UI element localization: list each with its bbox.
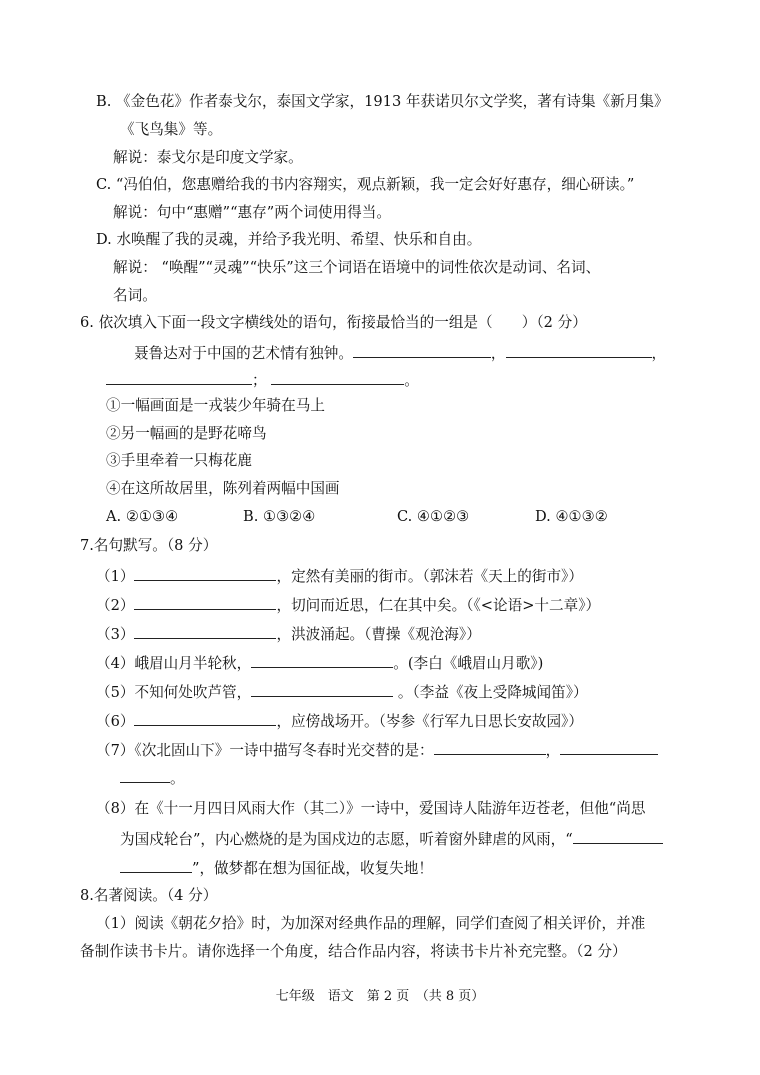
q7-blank-7b[interactable]	[560, 739, 658, 755]
q5-option-b-line1: B. 《金色花》作者泰戈尔，泰国文学家，1913 年获诺贝尔文学奖，著有诗集《新月集》	[96, 93, 669, 110]
q7-line-3: （3） ，洪波涌起。（曹操《观沧海》）	[96, 623, 481, 645]
q7-blank-3[interactable]	[134, 623, 276, 639]
q6-passage-start: 聂鲁达对于中国的艺术情有独钟。	[134, 345, 353, 362]
q6-stem: 6. 依次填入下面一段文字横线处的语句，衔接最恰当的一组是（ ）（2 分）	[80, 314, 587, 331]
q5-option-c-line1: C. “冯伯伯，您惠赠给我的书内容翔实，观点新颖，我一定会好好惠存，细心研读。”	[96, 176, 635, 193]
q5-option-c-note: 解说：句中“惠赠”“惠存”两个词使用得当。	[113, 204, 391, 221]
q6-option-a[interactable]: A. ②①③④	[106, 508, 179, 525]
q6-option-c[interactable]: C. ④①②③	[397, 508, 470, 525]
q5-option-d-note-line2: 名词。	[113, 287, 157, 304]
q6-item-3: ③手里牵着一只梅花鹿	[106, 452, 252, 469]
q7-line-6: （6） ，应傍战场开。（岑参《行军九日思长安故园》）	[96, 710, 583, 732]
q8-part1-line2: 备制作读书卡片。请你选择一个角度，结合作品内容，将读书卡片补充完整。（2 分）	[80, 943, 627, 960]
q6-passage-line1: 聂鲁达对于中国的艺术情有独钟。 ， ，	[134, 342, 666, 364]
q7-line-5: （5）不知何处吹芦管， 。（李益《夜上受降城闻笛》）	[96, 681, 588, 703]
q7-blank-2[interactable]	[134, 594, 276, 610]
q7-blank-7a[interactable]	[434, 739, 546, 755]
q6-item-2: ②另一幅画的是野花啼鸟	[106, 425, 267, 442]
q6-blank-4[interactable]	[271, 369, 404, 385]
q7-line-8b: 为国戍轮台”，内心燃烧的是为国戍边的志愿，听着窗外肆虐的风雨，“	[120, 828, 663, 850]
q6-option-b[interactable]: B. ①③②④	[243, 508, 316, 525]
q5-option-b-line2: 《飞鸟集》等。	[120, 121, 223, 138]
q7-blank-4[interactable]	[251, 652, 393, 668]
q5-option-b-note: 解说：泰戈尔是印度文学家。	[113, 149, 303, 166]
q7-line-1: （1） ，定然有美丽的街市。（郭沫若《天上的街市》）	[96, 565, 583, 587]
q7-blank-6[interactable]	[134, 710, 276, 726]
q7-blank-7c[interactable]	[120, 767, 170, 783]
q6-item-1: ①一幅画面是一戎装少年骑在马上	[106, 397, 325, 414]
q7-blank-8b[interactable]	[120, 857, 192, 873]
q7-blank-1[interactable]	[134, 565, 276, 581]
q7-blank-5[interactable]	[251, 681, 393, 697]
q7-line-7a: （7）《次北固山下》一诗中描写冬春时光交替的是： ，	[96, 739, 658, 761]
q7-line-8a: （8）在《十一月四日风雨大作（其二）》一诗中，爱国诗人陆游年迈苍老，但他“尚思	[96, 800, 646, 817]
q5-option-d-line1: D. 水唤醒了我的灵魂，并给予我光明、希望、快乐和自由。	[96, 231, 482, 248]
q7-line-4: （4）峨眉山月半轮秋， 。(李白《峨眉山月歌》)	[96, 652, 543, 674]
q7-line-7b: 。	[120, 767, 185, 789]
q7-line-2: （2） ，切问而近思，仁在其中矣。（《<论语>十二章》）	[96, 594, 600, 616]
q6-option-d[interactable]: D. ④①③②	[535, 508, 608, 525]
q7-blank-8a[interactable]	[573, 828, 663, 844]
q6-item-4: ④在这所故居里，陈列着两幅中国画	[106, 480, 340, 497]
page-footer: 七年级 语文 第 2 页 （共 8 页）	[275, 989, 485, 1004]
q6-passage-line2: ； 。	[106, 369, 419, 391]
q7-line-8c: ”，做梦都在想为国征战，收复失地！	[120, 857, 433, 879]
q8-part1-line1: （1）阅读《朝花夕拾》时，为加深对经典作品的理解，同学们查阅了相关评价，并准	[96, 915, 646, 932]
q6-blank-2[interactable]	[506, 342, 652, 358]
q8-stem: 8.名著阅读。（4 分）	[80, 887, 218, 904]
q7-stem: 7.名句默写。（8 分）	[80, 537, 218, 554]
q6-blank-3[interactable]	[106, 369, 252, 385]
q6-blank-1[interactable]	[353, 342, 491, 358]
q5-option-d-note-line1: 解说： “唤醒”“灵魂”“快乐”这三个词语在语境中的词性依次是动词、名词、	[113, 259, 601, 276]
